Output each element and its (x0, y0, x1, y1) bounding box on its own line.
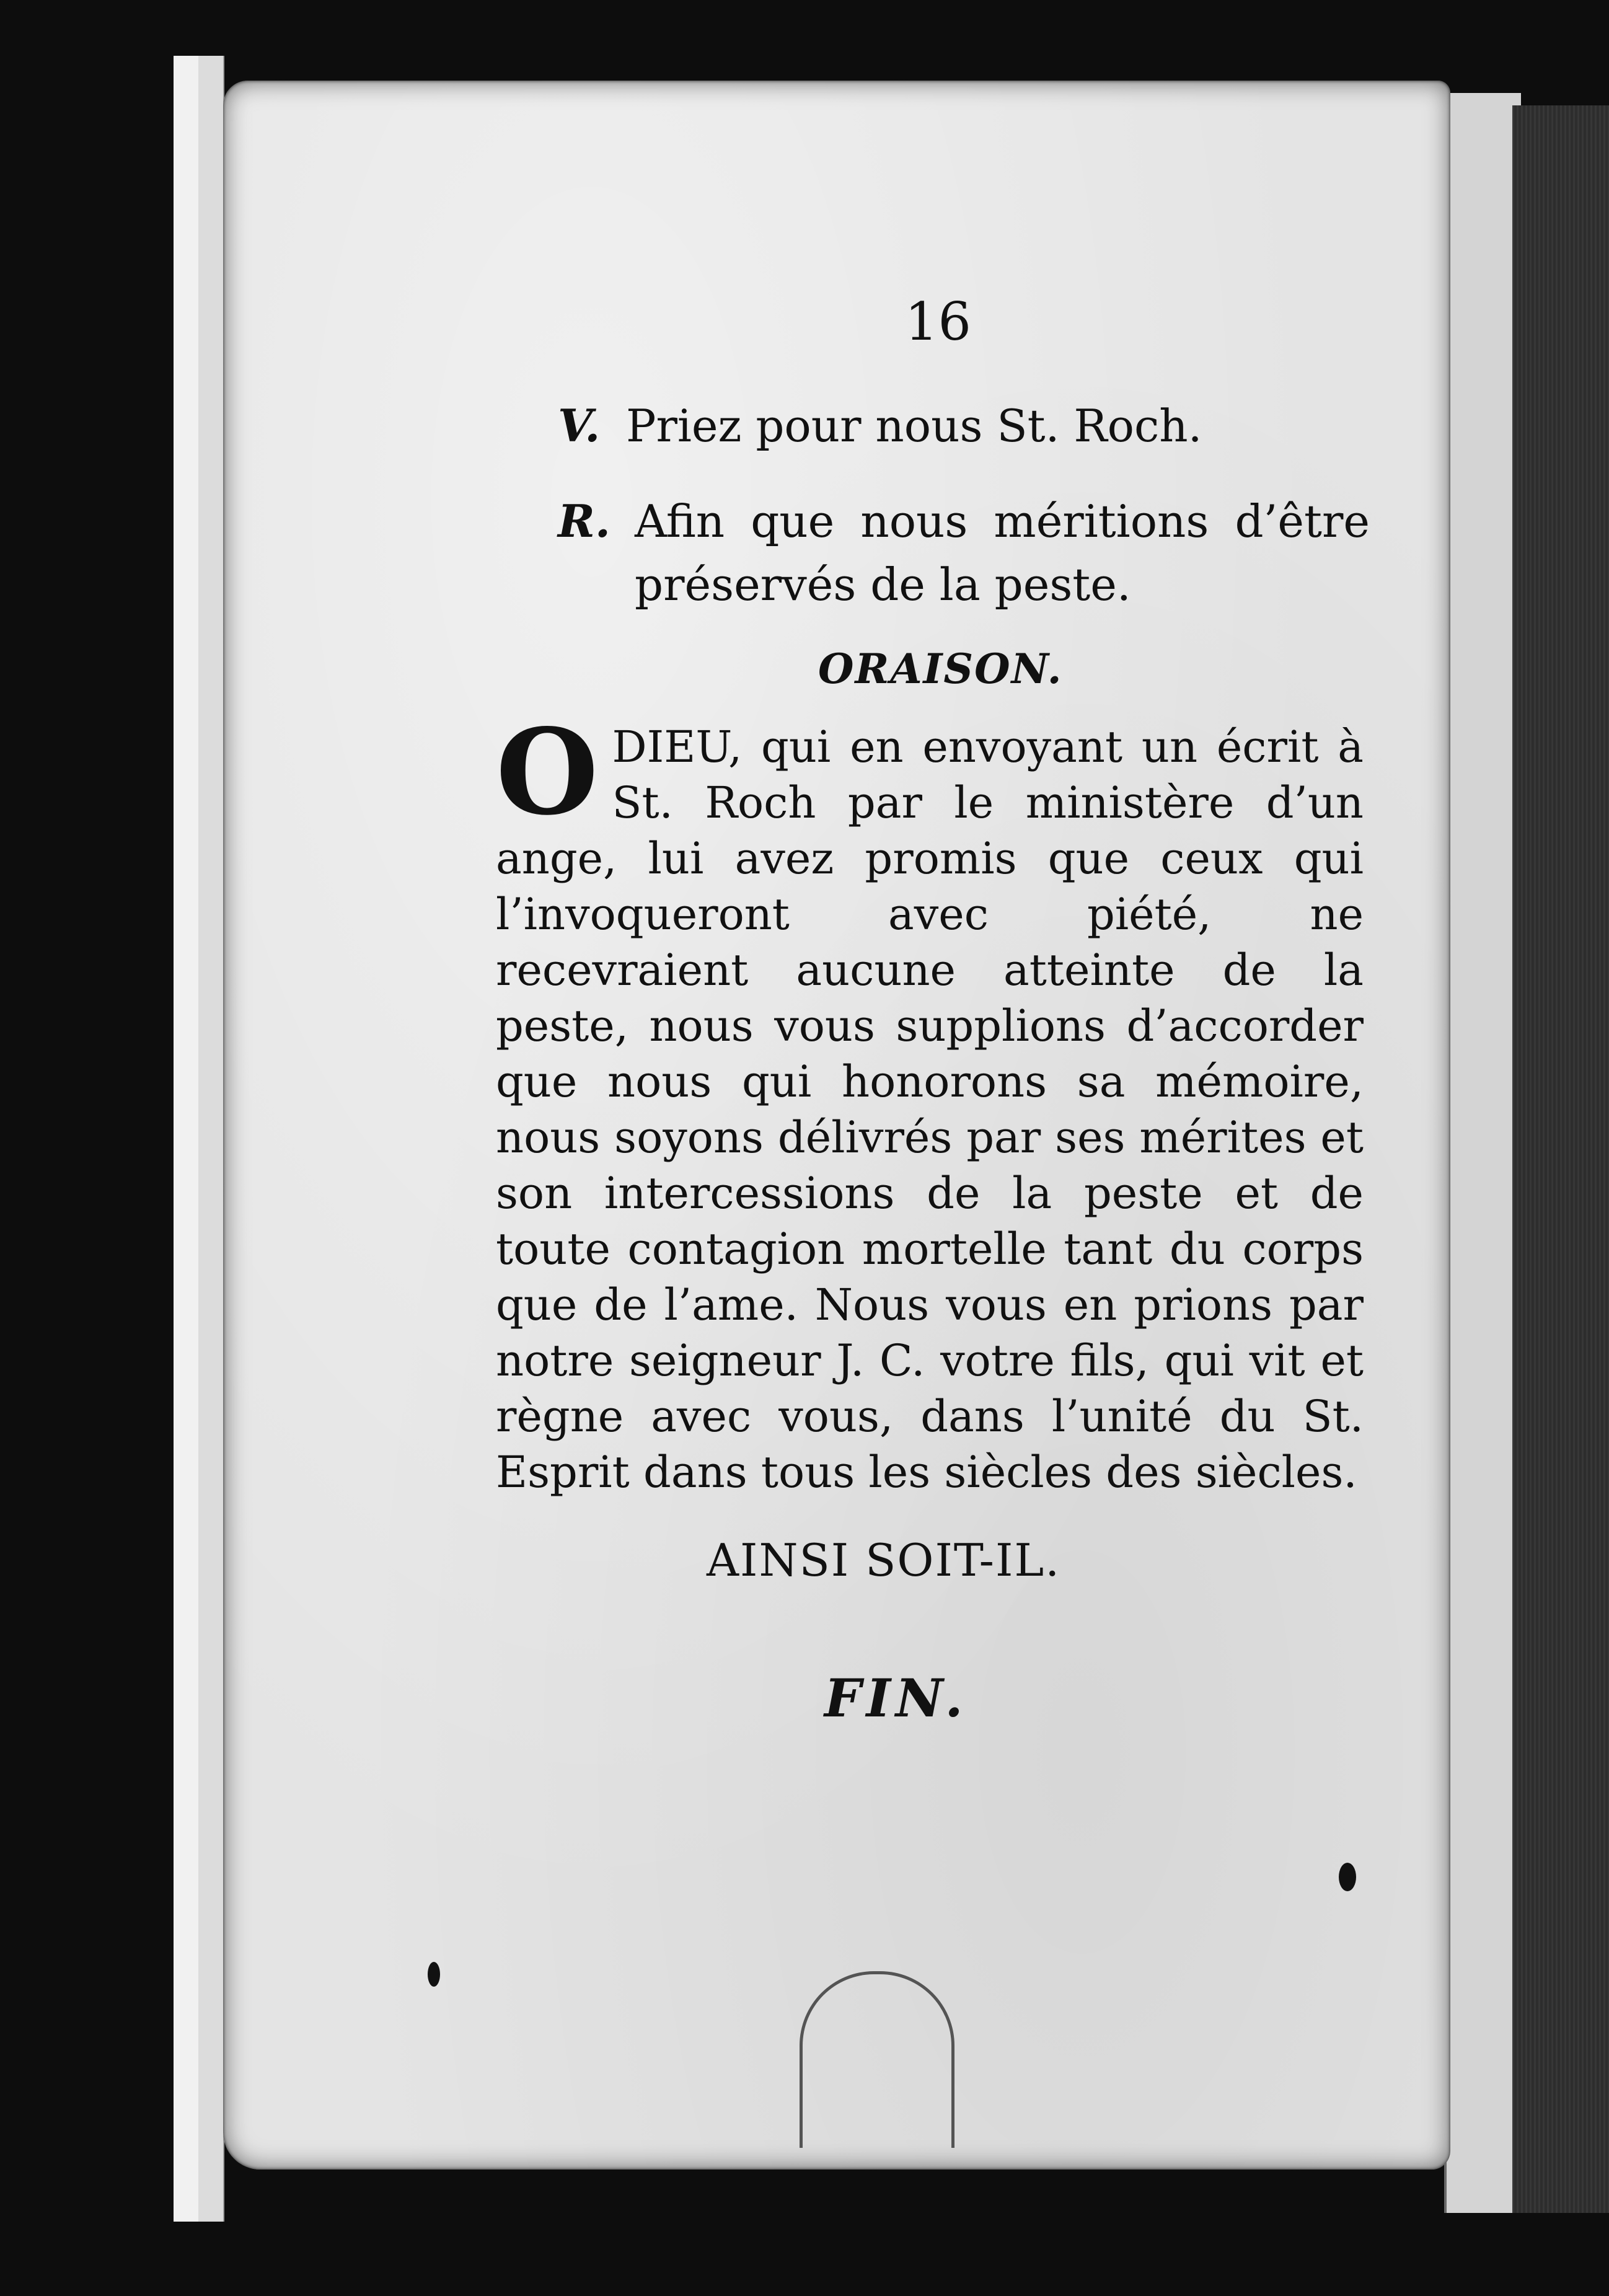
prayer-text: DIEU, qui en envoyant un écrit à St. Roch par le ministère d’un ange, lui avez promis que ceux qui l’invoqueront avec piété, ne recevraient aucune atteinte de la peste, nous vous supplions d’accorder que nous qui honorons sa mémoire, nous soyons délivrés par ses mérites et son intercessions de la peste et de toute contagion mortelle tant du corps que de l’ame. Nous vous en prions par notre seigneur J. C. votre fils, qui vit et règne avec vous, dans l’unité du St. Esprit dans tous les siècles des siècles. (496, 722, 1364, 1498)
prayer-paragraph (496, 703, 1364, 1500)
versicle-line (558, 397, 1202, 456)
prayer-heading: ORAISON. (818, 645, 1063, 693)
ink-speck (1339, 1863, 1356, 1891)
stacked-page-edges-inner (198, 56, 224, 2222)
page-number: 16 (905, 291, 971, 352)
versicle-text: Priez pour nous St. Roch. (626, 400, 1202, 452)
ink-speck (428, 1962, 440, 1987)
bleed-through-mark (800, 1971, 954, 2148)
book-cover-right (1512, 105, 1609, 2213)
response-text: Afin que nous méritions d’être préservés de la peste. (635, 495, 1370, 611)
response-mark: R. (558, 495, 611, 547)
prayer-dropcap: O (496, 703, 599, 841)
end-mark: FIN. (824, 1667, 968, 1729)
closing-amen: AINSI SOIT-IL. (707, 1534, 1061, 1586)
response-block (558, 490, 1370, 616)
facing-page-edge (1444, 93, 1521, 2213)
versicle-mark: V. (558, 399, 601, 452)
